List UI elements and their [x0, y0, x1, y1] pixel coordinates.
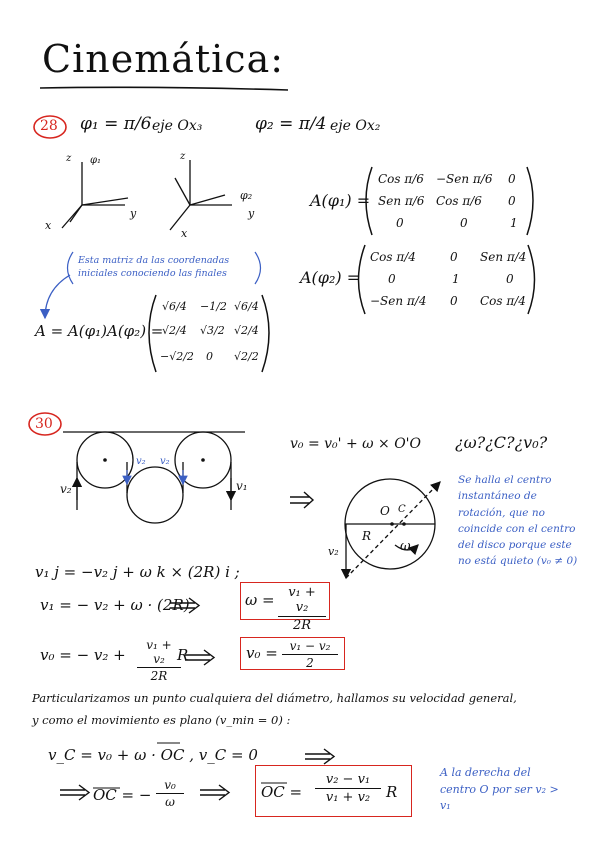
A-label: A = A(φ₁)A(φ₂) = [35, 322, 164, 340]
axes-diagram-2 [170, 160, 232, 230]
disc-R-label: R [362, 529, 372, 543]
box1-fraction: $\frac{\text{v₁ + v₂}}{2R}$ [278, 585, 326, 633]
label-v1-right: v₁ [236, 479, 248, 493]
equation-5: OC = − [93, 786, 152, 804]
equation-4: v_C = v₀ + ω · OC , v_C = 0 [48, 746, 258, 764]
diag2-phi-label: φ₂ [240, 189, 253, 202]
question-text: ¿ω?¿C?¿v₀? [455, 433, 548, 452]
diag1-phi-label: φ₁ [90, 155, 102, 166]
title-underline [40, 87, 288, 90]
eq5-fraction: $\frac{\text{v₀}}{\omega}$ [156, 778, 184, 809]
page-title: Cinemática: [42, 37, 285, 81]
direction-note: A la derecha del centro O por ser v₂ > v₁ [440, 766, 559, 812]
diag1-x-label: x [45, 219, 52, 232]
diag2-z-label: z [180, 151, 186, 162]
label-v2-blue-b: v₂ [160, 456, 170, 467]
pulley-system [63, 432, 245, 523]
A1-label: A(φ₁) = [310, 191, 371, 210]
box3-fraction: $\frac{\text{v₂ − v₁}}{\text{v₁ + v₂}}$ [315, 772, 381, 805]
problem-30-number: 30 [35, 416, 53, 432]
eq3-fraction: $\frac{\text{v₁ + v₂}}{2R}$ [137, 638, 181, 683]
diag2-x-label: x [181, 227, 188, 240]
equation-3: v₀ = − v₂ + [40, 646, 126, 664]
velocity-equation: v₀ = v₀' + ω × O'O [290, 436, 422, 452]
box1-lhs: ω = [245, 591, 275, 609]
label-v2-blue-a: v₂ [136, 456, 146, 467]
given-phi1: φ₁ = π/6 [80, 114, 152, 134]
disc-O-label: O [380, 504, 390, 518]
matrix-A: √6/4 −1/2 √6/4 √2/4 √3/2 √2/4 −√2/2 0 √2/2 [160, 300, 259, 363]
box3-lhs: OC = [261, 783, 303, 801]
given-axis2: eje Ox₂ [330, 118, 381, 134]
disc-C-label: C [398, 504, 406, 515]
label-v2-left: v₂ [60, 482, 72, 496]
matrix-A1: Cos π/6 −Sen π/6 0 Sen π/6 Cos π/6 0 0 0 1 [378, 172, 518, 230]
diag1-y-label: y [130, 207, 137, 220]
problem-28-number: 28 [40, 118, 58, 134]
A2-label: A(φ₂) = [300, 268, 361, 287]
matrix-A2: Cos π/4 0 Sen π/4 0 1 0 −Sen π/4 0 Cos π/4 [370, 250, 527, 308]
axes-diagram-1 [62, 162, 128, 228]
matrix-note: Esta matriz da las coordenadas iniciales conociendo las finales [78, 255, 230, 279]
box2-fraction: $\frac{\text{v₁ − v₂}}{2}$ [282, 639, 338, 670]
disc-v2-label: v₂ [328, 545, 339, 558]
diag2-y-label: y [248, 207, 255, 220]
box2-lhs: v₀ = [246, 644, 278, 662]
given-axis1: eje Ox₃ [152, 118, 203, 134]
disc-omega-label: ω [400, 539, 411, 554]
given-phi2: φ₂ = π/4 [255, 114, 327, 134]
equation-1: v₁ j = −v₂ j + ω k × (2R) i ; [35, 563, 240, 581]
explanation-line-2: y como el movimiento es plano (v_min = 0) : [32, 713, 291, 727]
box3-tail: R [386, 783, 398, 801]
instant-center-note: Se halla el centro instantáneo de rotación, que no coincide con el centro del disco porque este no está quieto (v₀ ≠ 0) [458, 474, 578, 568]
equation-2: v₁ = − v₂ + ω · (2R) [40, 596, 190, 614]
eq3-tail: R [177, 646, 189, 664]
disc-diagram [345, 479, 440, 578]
diag1-z-label: z [66, 153, 72, 164]
explanation-line-1: Particularizamos un punto cualquiera del diámetro, hallamos su velocidad general, [32, 691, 517, 705]
